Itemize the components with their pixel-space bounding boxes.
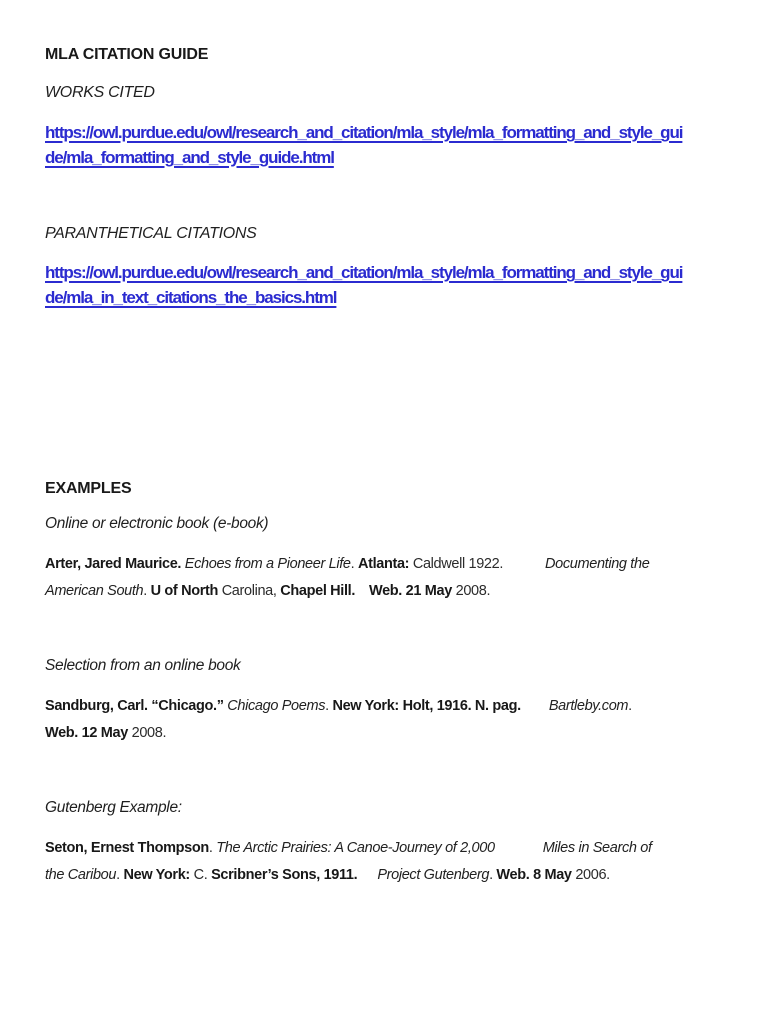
citation-segment: the Caribou [45, 867, 117, 883]
citation-segment: Miles in Search of [542, 840, 652, 856]
citation-segment: New York: Holt, 1916. N. pag. [332, 698, 521, 714]
link-text-line: https://owl.purdue.edu/owl/research_and_citation/mla_style/mla_formatting_and_style_gui [45, 123, 683, 142]
works-cited-heading: WORKS CITED [45, 84, 155, 101]
citation-segment: Caldwell 1922. [412, 556, 504, 572]
citation-tab-gap [355, 594, 369, 595]
parenthetical-citations-heading: PARANTHETICAL CITATIONS [45, 225, 257, 242]
citation-segment: . [208, 840, 217, 856]
citation-line [45, 835, 723, 862]
link-text-line: de/mla_in_text_citations_the_basics.html [45, 287, 337, 307]
citation-tab-gap [357, 878, 377, 879]
mla-in-text-citations-link[interactable] [45, 261, 723, 310]
citation-line [45, 551, 723, 578]
citation-arter [45, 551, 723, 605]
link-text-line: https://owl.purdue.edu/owl/research_and_citation/mla_style/mla_formatting_and_style_gui [45, 263, 683, 282]
citation-segment: Project Gutenberg [377, 867, 490, 883]
citation-segment: Documenting the [545, 556, 650, 572]
citation-segment: Arter, Jared Maurice. [45, 556, 185, 572]
citation-segment: Atlanta: [357, 556, 413, 572]
citation-segment: . [116, 867, 124, 883]
citation-segment: 2008. [455, 583, 491, 599]
citation-segment: . [325, 698, 333, 714]
citation-line [45, 693, 723, 720]
citation-segment: Chicago Poems [227, 698, 326, 714]
citation-segment: American South [45, 583, 144, 599]
examples-heading: EXAMPLES [45, 480, 132, 497]
citation-segment: Echoes from a Pioneer Life [184, 556, 351, 572]
citation-segment: New York: [123, 867, 194, 883]
citation-segment: Seton, Ernest Thompson [45, 840, 209, 856]
citation-tab-gap [495, 851, 543, 852]
citation-tab-gap [503, 567, 545, 568]
example-label-online-book-selection: Selection from an online book [45, 657, 241, 674]
citation-segment: . [350, 556, 358, 572]
citation-segment: Web. 8 May [496, 867, 576, 883]
citation-segment: Carolina, [221, 583, 281, 599]
example-label-gutenberg: Gutenberg Example: [45, 799, 182, 816]
citation-line [45, 862, 723, 889]
citation-segment: The Arctic Prairies: A Canoe-Journey of 2,000 [216, 840, 495, 856]
citation-segment: Web. 21 May [369, 583, 456, 599]
citation-segment: Web. 12 May [45, 725, 132, 741]
citation-segment: Bartleby.com [548, 698, 629, 714]
citation-line [45, 578, 723, 605]
citation-line [45, 720, 723, 747]
example-label-ebook: Online or electronic book (e-book) [45, 515, 269, 532]
citation-segment: . [489, 867, 497, 883]
citation-segment: 2006. [575, 867, 610, 883]
mla-formatting-guide-link[interactable] [45, 121, 723, 170]
link-text-line: de/mla_formatting_and_style_guide.html [45, 147, 334, 167]
citation-segment: Chapel Hill. [280, 583, 356, 599]
citation-tab-gap [521, 709, 549, 710]
citation-seton [45, 835, 723, 889]
citation-segment: Scribner’s Sons, 1911. [211, 867, 358, 883]
citation-segment: Sandburg, Carl. “Chicago.” [45, 698, 228, 714]
citation-segment: C. [193, 867, 212, 883]
citation-segment: 2008. [131, 725, 167, 741]
citation-segment: . [628, 698, 632, 714]
page-title: MLA CITATION GUIDE [45, 46, 209, 63]
citation-sandburg [45, 693, 723, 747]
citation-segment: . [143, 583, 151, 599]
citation-segment: U of North [150, 583, 222, 599]
